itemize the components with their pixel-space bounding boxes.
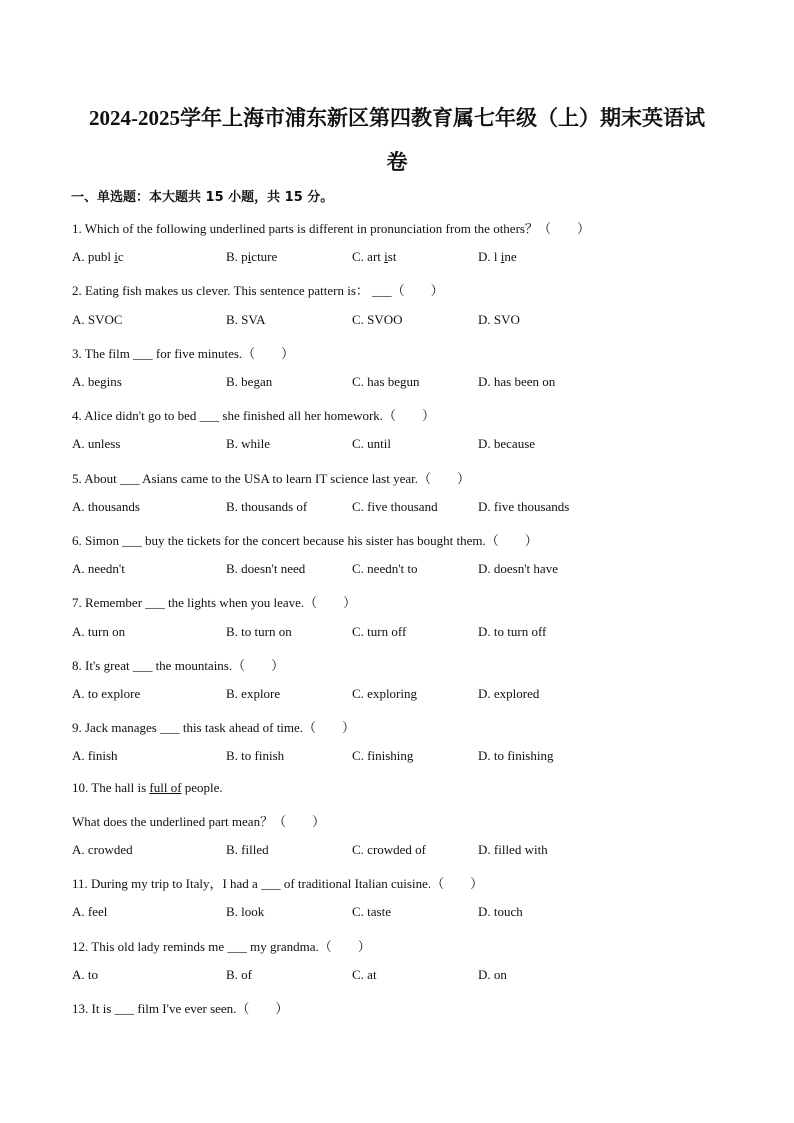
- question-6: 6. Simon ___ buy the tickets for the concert because his sister has bought them.（ ）: [72, 533, 538, 548]
- exam-title: [60, 96, 734, 184]
- q1-option-b[interactable]: B. picture: [226, 249, 278, 264]
- q6-option-b[interactable]: B. doesn't need: [226, 561, 306, 576]
- q11-option-b[interactable]: B. look: [226, 904, 265, 919]
- question-2: 2. Eating fish makes us clever. This sentence pattern is： ___（ ）: [72, 283, 444, 298]
- q9-option-a[interactable]: A. finish: [72, 748, 118, 763]
- q12-option-a[interactable]: A. to: [72, 967, 99, 982]
- q7-option-c[interactable]: C. turn off: [352, 624, 407, 639]
- q1-option-c[interactable]: C. art ist: [352, 249, 397, 264]
- q3-option-c[interactable]: C. has begun: [352, 374, 420, 389]
- q9-option-c[interactable]: C. finishing: [352, 748, 414, 763]
- question-5: 5. About ___ Asians came to the USA to learn IT science last year.（ ）: [72, 471, 470, 486]
- q3-option-b[interactable]: B. began: [226, 374, 273, 389]
- q5-option-d[interactable]: D. five thousands: [478, 499, 570, 514]
- question-11: 11. During my trip to Italy，I had a ___ of traditional Italian cuisine.（ ）: [72, 876, 484, 891]
- question-13: 13. It is ___ film I've ever seen.（ ）: [72, 1001, 289, 1016]
- q6-option-c[interactable]: C. needn't to: [352, 561, 418, 576]
- q4-option-b[interactable]: B. while: [226, 436, 271, 451]
- q9-option-d[interactable]: D. to finishing: [478, 748, 554, 763]
- q3-option-a[interactable]: A. begins: [72, 374, 122, 389]
- q8-option-b[interactable]: B. explore: [226, 686, 281, 701]
- q2-option-b[interactable]: B. SVA: [226, 312, 266, 327]
- title-line-1: 2024-2025学年上海市浦东新区第四教育属七年级（上）期末英语试: [89, 106, 705, 130]
- q2-option-c[interactable]: C. SVOO: [352, 312, 403, 327]
- q11-option-c[interactable]: C. taste: [352, 904, 391, 919]
- question-8: 8. It's great ___ the mountains.（ ）: [72, 658, 285, 673]
- q11-option-d[interactable]: D. touch: [478, 904, 523, 919]
- q8-option-c[interactable]: C. exploring: [352, 686, 417, 701]
- q4-option-a[interactable]: A. unless: [72, 436, 121, 451]
- q7-option-b[interactable]: B. to turn on: [226, 624, 292, 639]
- q10-option-a[interactable]: A. crowded: [72, 842, 133, 857]
- q10-option-d[interactable]: D. filled with: [478, 842, 548, 857]
- q5-option-a[interactable]: A. thousands: [72, 499, 140, 514]
- q8-option-d[interactable]: D. explored: [478, 686, 540, 701]
- question-7: 7. Remember ___ the lights when you leave.（ ）: [72, 595, 357, 610]
- q9-option-b[interactable]: B. to finish: [226, 748, 285, 763]
- question-12: 12. This old lady reminds me ___ my grandma.（ ）: [72, 939, 371, 954]
- q4-option-c[interactable]: C. until: [352, 436, 392, 451]
- q11-option-a[interactable]: A. feel: [72, 904, 108, 919]
- q1-option-d[interactable]: D. l ine: [478, 249, 517, 264]
- q3-option-d[interactable]: D. has been on: [478, 374, 556, 389]
- question-10-sub: What does the underlined part mean？（ ）: [72, 814, 326, 829]
- q10-option-c[interactable]: C. crowded of: [352, 842, 427, 857]
- question-10: 10. The hall is full of people.: [72, 780, 223, 795]
- q10-option-b[interactable]: B. filled: [226, 842, 269, 857]
- q8-option-a[interactable]: A. to explore: [72, 686, 141, 701]
- q2-option-a[interactable]: A. SVOC: [72, 312, 123, 327]
- question-9: 9. Jack manages ___ this task ahead of time.（ ）: [72, 720, 356, 735]
- q1-option-a[interactable]: A. publ ic: [72, 249, 124, 264]
- q12-option-b[interactable]: B. of: [226, 967, 253, 982]
- q7-option-d[interactable]: D. to turn off: [478, 624, 547, 639]
- question-1: 1. Which of the following underlined parts is different in pronunciation from the others？（ ）: [72, 221, 590, 236]
- question-4: 4. Alice didn't go to bed ___ she finished all her homework.（ ）: [72, 408, 436, 423]
- section-heading: 一、单选题：本大题共 15 小题，共 15 分。: [71, 190, 334, 205]
- q12-option-c[interactable]: C. at: [352, 967, 377, 982]
- q7-option-a[interactable]: A. turn on: [72, 624, 126, 639]
- question-3: 3. The film ___ for five minutes.（ ）: [72, 346, 295, 361]
- q2-option-d[interactable]: D. SVO: [478, 312, 520, 327]
- q5-option-c[interactable]: C. five thousand: [352, 499, 438, 514]
- q12-option-d[interactable]: D. on: [478, 967, 507, 982]
- q5-option-b[interactable]: B. thousands of: [226, 499, 308, 514]
- q4-option-d[interactable]: D. because: [478, 436, 536, 451]
- q6-option-d[interactable]: D. doesn't have: [478, 561, 558, 576]
- q6-option-a[interactable]: A. needn't: [72, 561, 125, 576]
- title-line-2: 卷: [386, 150, 408, 174]
